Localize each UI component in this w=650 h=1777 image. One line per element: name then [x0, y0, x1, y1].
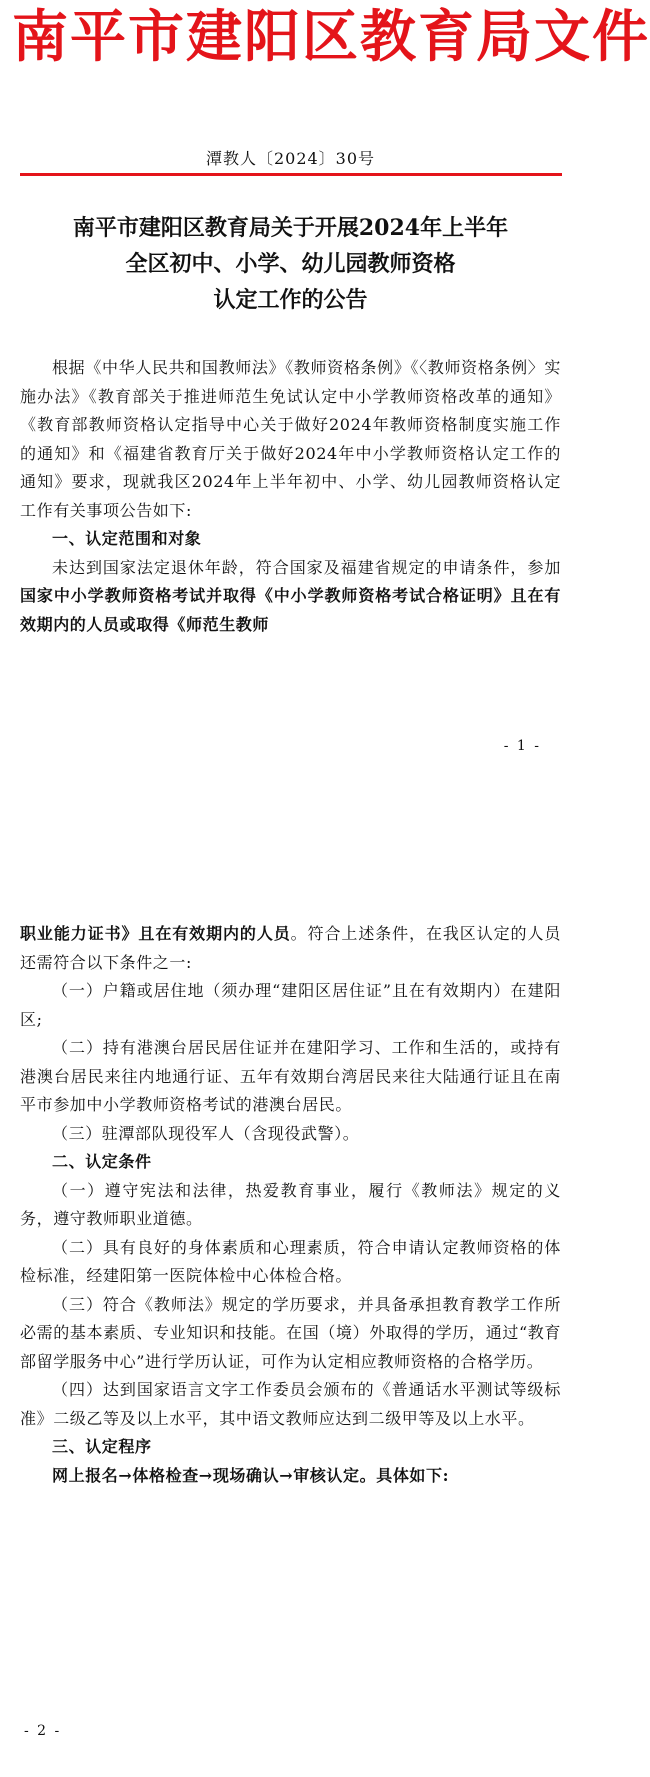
section1-item-1: （一）户籍或居住地（须办理“建阳区居住证”且在有效期内）在建阳区; — [20, 981, 561, 1029]
section1-bold-text: 国家中小学教师资格考试并取得《中小学教师资格考试合格证明》且在有效期内的人员或取得《师范生教师 — [20, 586, 561, 634]
page-number-1: - 1 - — [503, 738, 541, 754]
section2-heading: 二、认定条件 — [52, 1152, 152, 1171]
section1-bold-continued: 职业能力证书》且在有效期内的人员 — [20, 924, 291, 943]
page1-body — [20, 354, 561, 639]
document-title — [20, 210, 561, 318]
document-page-1 — [0, 0, 650, 800]
document-number: 潭教人〔2024〕30号 — [205, 149, 376, 168]
title-line-3: 认定工作的公告 — [213, 287, 368, 313]
section2-item-2: （二）具有良好的身体素质和心理素质，符合申请认定教师资格的体检标准，经建阳第一医院体检中心体检合格。 — [20, 1237, 561, 1285]
page2-body — [20, 920, 561, 1490]
document-page-2 — [0, 920, 581, 1777]
section3-paragraph: 网上报名→体格检查→现场确认→审核认定。具体如下: — [52, 1465, 450, 1485]
section1-plain-text: 未达到国家法定退休年龄，符合国家及福建省规定的申请条件，参加 — [52, 557, 561, 577]
header-red-rule — [20, 173, 562, 176]
section3-heading: 三、认定程序 — [52, 1437, 152, 1456]
org-header-title: 南平市建阳区教育局文件 — [12, 4, 650, 70]
title-line-2: 全区初中、小学、幼儿园教师资格 — [125, 251, 456, 277]
section2-item-3: （三）符合《教师法》规定的学历要求，并具备承担教育教学工作所必需的基本素质、专业知识和技能。在国（境）外取得的学历，通过“教育部留学服务中心”进行学历认证，可作为认定相应教师资格的合格学历。 — [20, 1294, 561, 1371]
section1-heading: 一、认定范围和对象 — [52, 529, 202, 548]
section1-item-2: （二）持有港澳台居民居住证并在建阳学习、工作和生活的，或持有港澳台居民来往内地通行证、五年有效期台湾居民来往大陆通行证且在南平市参加中小学教师资格考试的港澳台居民。 — [20, 1038, 561, 1114]
page-number-2: - 2 - — [24, 1723, 62, 1739]
title-line-1: 南平市建阳区教育局关于开展2024年上半年 — [72, 215, 509, 241]
section1-tail-text: 。符合上述条件，在我区认定的人员还需符合以下条件之一: — [20, 924, 561, 972]
intro-paragraph: 根据《中华人民共和国教师法》《教师资格条例》《〈教师资格条例〉实施办法》《教育部关于推进师范生免试认定中小学教师资格改革的通知》《教育部教师资格认定指导中心关于做好2024年教师资格制度实施工作的通知》和《福建省教育厅关于做好2024年中小学教师资格认定工作的通知》要求，现就我区2024年上半年初中、小学、幼儿园教师资格认定工作有关事项公告如下: — [20, 358, 561, 520]
section1-paragraph-part1 — [20, 554, 561, 640]
section2-item-1: （一）遵守宪法和法律，热爱教育事业，履行《教师法》规定的义务，遵守教师职业道德。 — [20, 1180, 561, 1228]
section1-paragraph-part2 — [20, 920, 561, 977]
section1-item-3: （三）驻潭部队现役军人（含现役武警）。 — [52, 1123, 360, 1143]
section2-item-4: （四）达到国家语言文字工作委员会颁布的《普通话水平测试等级标准》二级乙等及以上水平，其中语文教师应达到二级甲等及以上水平。 — [20, 1380, 561, 1428]
